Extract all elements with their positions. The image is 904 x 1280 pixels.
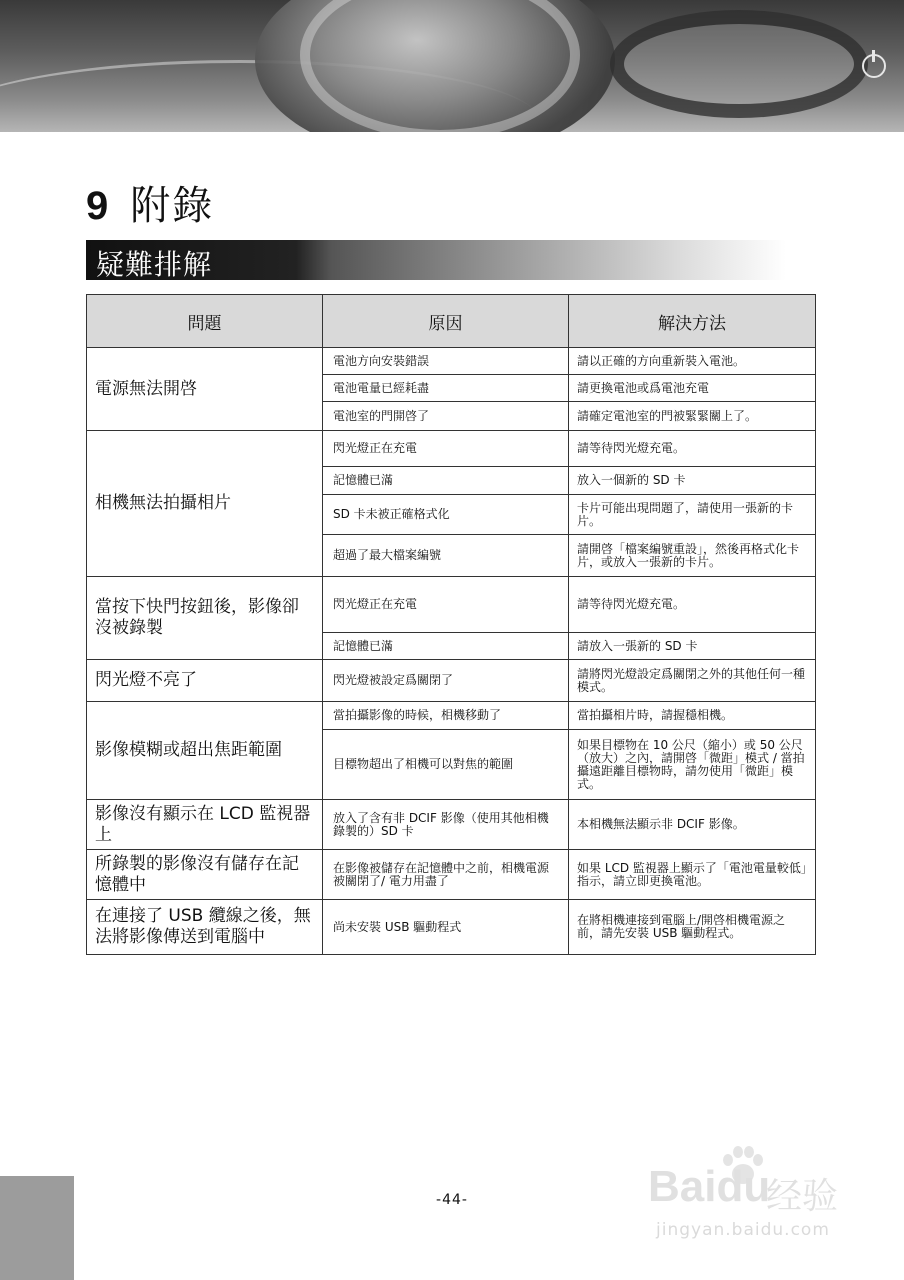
cause-cell: 電池方向安裝錯誤: [323, 348, 569, 375]
solution-cell: 在將相機連接到電腦上/開啓相機電源之前，請先安裝 USB 驅動程式。: [569, 900, 816, 955]
solution-cell: 請等待閃光燈充電。: [569, 577, 816, 633]
page-number: -44-: [436, 1192, 468, 1208]
problem-cell: 影像沒有顯示在 LCD 監視器上: [87, 800, 323, 850]
cause-cell: 閃光燈正在充電: [323, 431, 569, 467]
problem-cell: 相機無法拍攝相片: [87, 431, 323, 577]
problem-cell: 所錄製的影像沒有儲存在記憶體中: [87, 850, 323, 900]
cause-cell: 放入了含有非 DCIF 影像（使用其他相機錄製的）SD 卡: [323, 800, 569, 850]
solution-cell: 請以正確的方向重新裝入電池。: [569, 348, 816, 375]
solution-cell: 請確定電池室的門被緊緊關上了。: [569, 402, 816, 431]
table-row: [87, 577, 816, 633]
table-row: [87, 850, 816, 900]
solution-cell: 本相機無法顯示非 DCIF 影像。: [569, 800, 816, 850]
solution-cell: 請將閃光燈設定爲關閉之外的其他任何一種模式。: [569, 660, 816, 702]
section-bar: [86, 240, 786, 280]
cause-cell: 閃光燈被設定爲關閉了: [323, 660, 569, 702]
problem-cell: 閃光燈不亮了: [87, 660, 323, 702]
header-cause: 原因: [323, 295, 569, 348]
table-header-row: [87, 295, 816, 348]
cause-cell: 閃光燈正在充電: [323, 577, 569, 633]
table-row: [87, 800, 816, 850]
table-row: [87, 702, 816, 730]
table-row: [87, 348, 816, 375]
solution-cell: 如果目標物在 10 公尺（縮小）或 50 公尺（放大）之內，請開啓「微距」模式 / 當拍攝遠距離目標物時，請勿使用「微距」模式。: [569, 730, 816, 800]
chapter-heading: [86, 174, 214, 231]
cause-cell: 電池室的門開啓了: [323, 402, 569, 431]
solution-cell: 卡片可能出現問題了，請使用一張新的卡片。: [569, 495, 816, 535]
problem-cell: 電源無法開啓: [87, 348, 323, 431]
cause-cell: 記憶體已滿: [323, 467, 569, 495]
solution-cell: 如果 LCD 監視器上顯示了「電池電量較低」指示，請立即更換電池。: [569, 850, 816, 900]
solution-cell: 放入一個新的 SD 卡: [569, 467, 816, 495]
troubleshooting-table: [86, 294, 816, 955]
table-row: [87, 660, 816, 702]
chapter-number: 9: [86, 184, 111, 228]
solution-cell: 請開啓「檔案編號重設」，然後再格式化卡片，或放入一張新的卡片。: [569, 535, 816, 577]
page-edge-tab: [0, 1176, 74, 1280]
table-row: [87, 431, 816, 467]
cause-cell: SD 卡未被正確格式化: [323, 495, 569, 535]
watermark-logo: Baidu: [648, 1162, 771, 1211]
solution-cell: 當拍攝相片時，請握穩相機。: [569, 702, 816, 730]
power-icon: [862, 54, 886, 78]
camera-banner: [0, 0, 904, 132]
cause-cell: 當拍攝影像的時候，相機移動了: [323, 702, 569, 730]
watermark-url: jingyan.baidu.com: [656, 1220, 830, 1240]
section-title: 疑難排解: [96, 248, 213, 281]
solution-cell: 請等待閃光燈充電。: [569, 431, 816, 467]
solution-cell: 請放入一張新的 SD 卡: [569, 633, 816, 660]
header-solution: 解決方法: [569, 295, 816, 348]
cause-cell: 尚未安裝 USB 驅動程式: [323, 900, 569, 955]
cause-cell: 在影像被儲存在記憶體中之前，相機電源被關閉了/ 電力用盡了: [323, 850, 569, 900]
problem-cell: 當按下快門按鈕後，影像卻沒被錄製: [87, 577, 323, 660]
solution-cell: 請更換電池或爲電池充電: [569, 375, 816, 402]
chapter-title: 附錄: [130, 183, 215, 229]
problem-cell: 在連接了 USB 纜線之後，無法將影像傳送到電腦中: [87, 900, 323, 955]
table-row: [87, 900, 816, 955]
watermark-brand: 经验: [766, 1176, 839, 1217]
header-problem: 問題: [87, 295, 323, 348]
watermark: [648, 1142, 858, 1250]
cause-cell: 目標物超出了相機可以對焦的範圍: [323, 730, 569, 800]
cause-cell: 超過了最大檔案編號: [323, 535, 569, 577]
cause-cell: 電池電量已經耗盡: [323, 375, 569, 402]
problem-cell: 影像模糊或超出焦距範圍: [87, 702, 323, 800]
cause-cell: 記憶體已滿: [323, 633, 569, 660]
